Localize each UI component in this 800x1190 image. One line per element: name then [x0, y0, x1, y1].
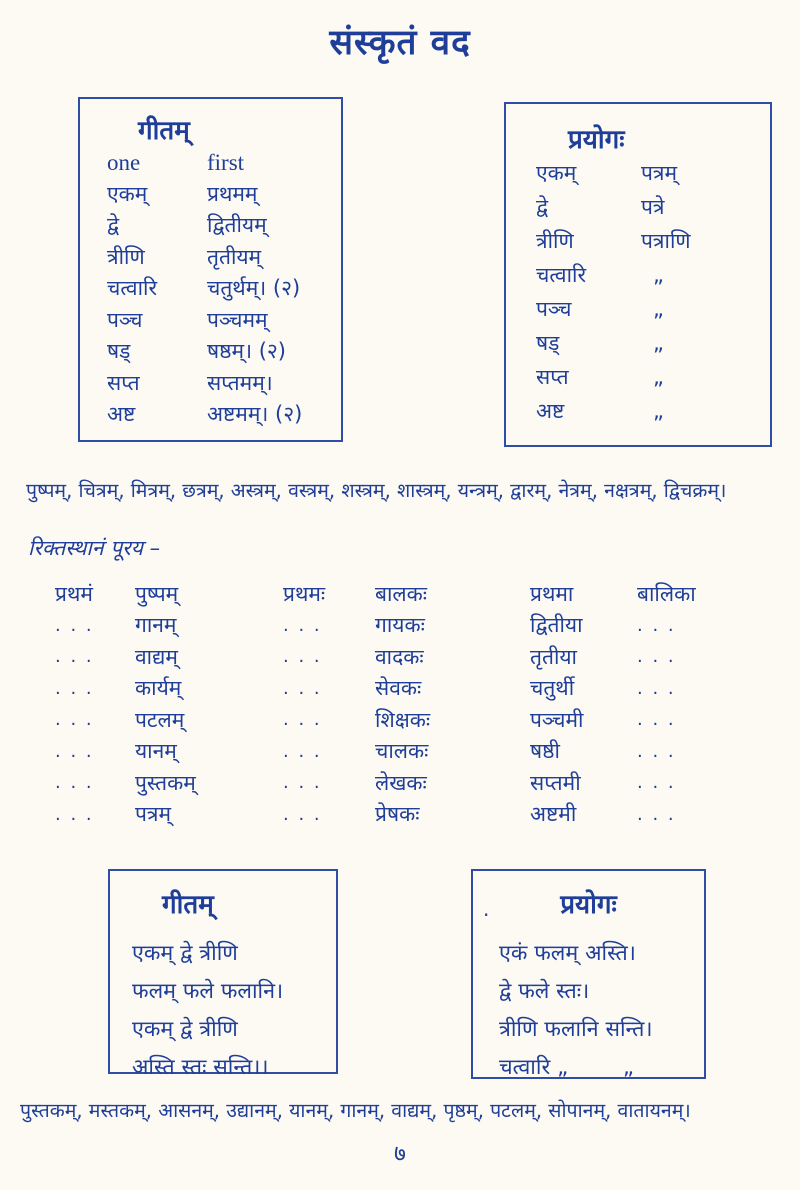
- song-box-1-title: गीतम्: [138, 116, 190, 146]
- blank-dots: . . .: [55, 614, 94, 636]
- exercise-cell: वादकः: [375, 644, 424, 669]
- song-cell: प्रथमम्: [207, 181, 258, 206]
- exercise-cell: पुस्तकम्: [135, 770, 196, 795]
- song-cell: त्रीणि: [107, 244, 145, 269]
- blank-dots: . . .: [55, 740, 94, 762]
- usage-row: [506, 326, 770, 360]
- usage-line: एकं फलम् अस्ति।: [499, 941, 636, 966]
- blank-dots: . . .: [55, 772, 94, 794]
- song-row: [80, 273, 341, 305]
- song-cell: अष्ट: [107, 402, 136, 426]
- exercise-cell: कार्यम्: [135, 676, 182, 701]
- usage-cell: त्रीणि: [536, 229, 574, 253]
- song-cell: पञ्च: [107, 307, 143, 332]
- song-row: [80, 305, 341, 337]
- exercise-cell: पटलम्: [135, 707, 185, 732]
- usage-cell: चत्वारि: [536, 263, 587, 287]
- song-cell: षष्ठम्। (२): [207, 339, 287, 363]
- song-cell: षड्: [107, 339, 131, 363]
- blank-dots: . . .: [55, 677, 94, 699]
- blank-dots: . . .: [637, 614, 676, 636]
- song-row: [80, 368, 341, 400]
- ditto-mark: „: [653, 297, 664, 321]
- ditto-mark: „: [653, 399, 664, 423]
- song-cell: चत्वारि: [107, 276, 158, 300]
- exercise-cell: प्रेषकः: [375, 802, 420, 827]
- song-cell: one: [107, 150, 141, 175]
- exercise-cell: चतुर्थी: [530, 676, 575, 701]
- exercise-cell: अष्टमी: [530, 802, 577, 827]
- blank-dots: . . .: [283, 677, 322, 699]
- usage-line: त्रीणि फलानि सन्ति।: [499, 1017, 653, 1042]
- exercise-cell: पञ्चमी: [530, 707, 584, 732]
- usage-cell: पत्राणि: [641, 229, 691, 253]
- stray-print-mark: .: [483, 897, 490, 921]
- exercise-cell: पुष्पम्: [135, 581, 179, 606]
- usage-row: [506, 394, 770, 428]
- blank-dots: . . .: [283, 803, 322, 825]
- song-cell: चतुर्थम्। (२): [207, 276, 301, 300]
- song-box-1: [78, 97, 343, 442]
- exercise-cell: सप्तमी: [530, 770, 581, 795]
- song-cell: तृतीयम्: [207, 244, 262, 269]
- exercise-cell: प्रथमं: [55, 581, 93, 606]
- song-lines: [110, 935, 336, 1087]
- blank-dots: . . .: [283, 772, 322, 794]
- song-line: एकम् द्वे त्रीणि: [132, 1017, 238, 1042]
- song-row: [80, 242, 341, 274]
- blank-dots: . . .: [55, 646, 94, 668]
- exercise-cell: गायकः: [375, 613, 425, 638]
- blank-dots: . . .: [637, 740, 676, 762]
- vocab-line-1: पुष्पम्, चित्रम्, मित्रम्, छत्रम्, अस्त्रम्, वस्त्रम्, शस्त्रम्, शास्त्रम्, यन्त्रम्, द्वारम्, नेत्रम्, नक्षत्रम्, द्विचक्रम्।: [26, 479, 727, 502]
- exercise-cell: पत्रम्: [135, 802, 172, 827]
- exercise-table: [55, 578, 727, 830]
- page-number: ७: [394, 1141, 406, 1167]
- blank-dots: . . .: [55, 709, 94, 731]
- usage-box-1: [504, 102, 772, 447]
- usage-box-2: [471, 869, 706, 1079]
- blank-dots: . . .: [55, 803, 94, 825]
- exercise-cell: प्रथमा: [530, 581, 574, 606]
- usage-row: [506, 360, 770, 394]
- blank-dots: . . .: [637, 677, 676, 699]
- usage-box-2-title: प्रयोगः: [560, 890, 617, 920]
- song-cell: अष्टमम्। (२): [207, 402, 303, 426]
- song-cell: द्वे: [107, 213, 120, 237]
- ditto-mark: „: [653, 365, 664, 389]
- usage-lines: [473, 935, 704, 1087]
- song-cell: एकम्: [107, 181, 148, 206]
- song-row: [80, 179, 341, 211]
- vocab-line-2: पुस्तकम्, मस्तकम्, आसनम्, उद्यानम्, यानम्, गानम्, वाद्यम्, पृष्ठम्, पटलम्, सोपानम्, वातायनम्।: [20, 1099, 691, 1122]
- song-cell: द्वितीयम्: [207, 213, 267, 237]
- exercise-cell: प्रथमः: [283, 581, 326, 606]
- usage-row: [506, 156, 770, 190]
- song-row: [80, 147, 341, 179]
- exercise-cell: द्वितीया: [530, 613, 583, 638]
- exercise-cell: सेवकः: [375, 676, 422, 701]
- usage-cell: पञ्च: [536, 297, 572, 321]
- exercise-cell: गानम्: [135, 613, 177, 638]
- blank-dots: . . .: [283, 740, 322, 762]
- exercise-cell: बालिका: [637, 581, 696, 606]
- song-line: फलम् फले फलानि।: [132, 979, 284, 1004]
- song-cell: पञ्चमम्: [207, 307, 268, 332]
- usage-line: चत्वारि „ „: [499, 1055, 635, 1080]
- song-line: एकम् द्वे त्रीणि: [132, 941, 238, 966]
- song-cell: सप्त: [107, 370, 140, 395]
- exercise-instruction: रिक्तस्थानं पूरय –: [28, 536, 161, 560]
- exercise-cell: बालकः: [375, 581, 428, 606]
- usage-row: [506, 190, 770, 224]
- song-row: [80, 399, 341, 431]
- usage-cell: सप्त: [536, 365, 569, 389]
- usage-cell: पत्रम्: [641, 161, 678, 185]
- ditto-mark: „: [653, 331, 664, 355]
- song-cell: first: [207, 150, 245, 175]
- usage-box-1-title: प्रयोगः: [568, 125, 625, 155]
- exercise-cell: शिक्षकः: [375, 707, 431, 732]
- blank-dots: . . .: [283, 709, 322, 731]
- exercise-cell: लेखकः: [375, 770, 427, 795]
- song-box-2: [108, 869, 338, 1080]
- usage-line: द्वे फले स्तः।: [499, 979, 590, 1004]
- song-row: [80, 336, 341, 368]
- song-line: अस्ति स्तः सन्ति।।: [132, 1055, 269, 1080]
- usage-row: [506, 224, 770, 258]
- blank-dots: . . .: [637, 772, 676, 794]
- page-title: संस्कृतं वद: [329, 23, 471, 63]
- song-row: [80, 210, 341, 242]
- exercise-cell: चालकः: [375, 739, 429, 764]
- usage-cell: पत्रे: [641, 195, 665, 219]
- usage-row: [506, 292, 770, 326]
- song-box-2-title: गीतम्: [162, 890, 214, 920]
- exercise-cell: तृतीया: [530, 644, 577, 669]
- blank-dots: . . .: [637, 803, 676, 825]
- usage-cell: षड्: [536, 331, 560, 355]
- exercise-cell: षष्ठी: [530, 739, 560, 764]
- blank-dots: . . .: [637, 646, 676, 668]
- blank-dots: . . .: [283, 646, 322, 668]
- usage-cell: द्वे: [536, 195, 549, 219]
- usage-cell: एकम्: [536, 161, 577, 185]
- ditto-mark: „: [653, 263, 664, 287]
- usage-cell: अष्ट: [536, 399, 565, 423]
- usage-row: [506, 258, 770, 292]
- song-cell: सप्तमम्।: [207, 370, 273, 395]
- exercise-cell: वाद्यम्: [135, 644, 178, 669]
- exercise-cell: यानम्: [135, 739, 177, 764]
- blank-dots: . . .: [283, 614, 322, 636]
- blank-dots: . . .: [637, 709, 676, 731]
